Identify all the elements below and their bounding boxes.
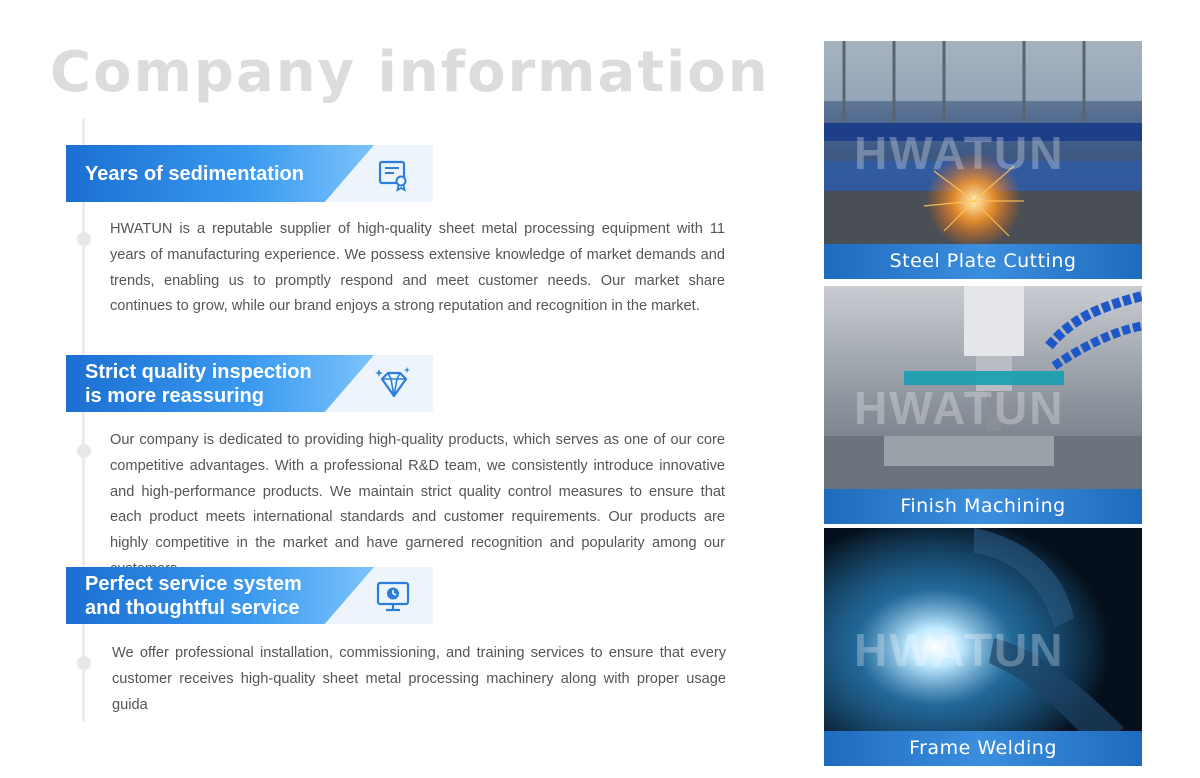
section-heading: and thoughtful service bbox=[85, 596, 300, 619]
section-heading: is more reassuring bbox=[85, 384, 264, 407]
section-text: We offer professional installation, commissioning, and training services to ensure that every customer receives high-quality sheet metal processing machinery along with proper usage guida bbox=[112, 645, 726, 713]
photo-caption: Finish Machining bbox=[824, 489, 1142, 524]
certificate-icon bbox=[374, 155, 412, 193]
monitor-clock-icon bbox=[374, 577, 412, 615]
section-heading: Strict quality inspection bbox=[85, 360, 312, 383]
timeline-dot bbox=[77, 656, 91, 670]
photo-caption: Steel Plate Cutting bbox=[824, 244, 1142, 279]
photo-steel-plate-cutting bbox=[824, 41, 1142, 279]
page-title: Company information bbox=[50, 40, 770, 105]
watermark: HWATUN bbox=[854, 382, 1065, 434]
section-text: HWATUN is a reputable supplier of high-quality sheet metal processing equipment with 11 years of manufacturing experience. We possess extensive knowledge of market demands and trends, enabling us to promptly respond and meet customer needs. Our market share continues to grow, while our brand enjoys a strong reputation and recognition in the market. bbox=[110, 221, 725, 315]
watermark: HWATUN bbox=[854, 624, 1065, 676]
section-heading: Perfect service system bbox=[85, 572, 302, 595]
timeline-dot bbox=[77, 444, 91, 458]
section-heading: Years of sedimentation bbox=[85, 162, 304, 185]
section-banner-quality bbox=[66, 355, 433, 412]
diamond-icon bbox=[374, 365, 412, 403]
section-banner-service bbox=[66, 567, 433, 624]
section-text: Our company is dedicated to providing high-quality products, which serves as one of our core competitive advantages. With a professional R&D team, we consistently introduce innovative and high-performance products. We maintain strict quality control measures to ensure that each product meets international standards and customer requirements. Our products are highly competitive in the market and have garnered recognition and popularity among our bbox=[110, 432, 725, 552]
timeline-dot bbox=[77, 232, 91, 246]
photo-frame-welding bbox=[824, 528, 1142, 766]
photo-finish-machining bbox=[824, 286, 1142, 524]
timeline-line bbox=[82, 118, 85, 722]
watermark: HWATUN bbox=[854, 127, 1065, 179]
photo-caption: Frame Welding bbox=[824, 731, 1142, 766]
section-banner-sedimentation bbox=[66, 145, 433, 202]
